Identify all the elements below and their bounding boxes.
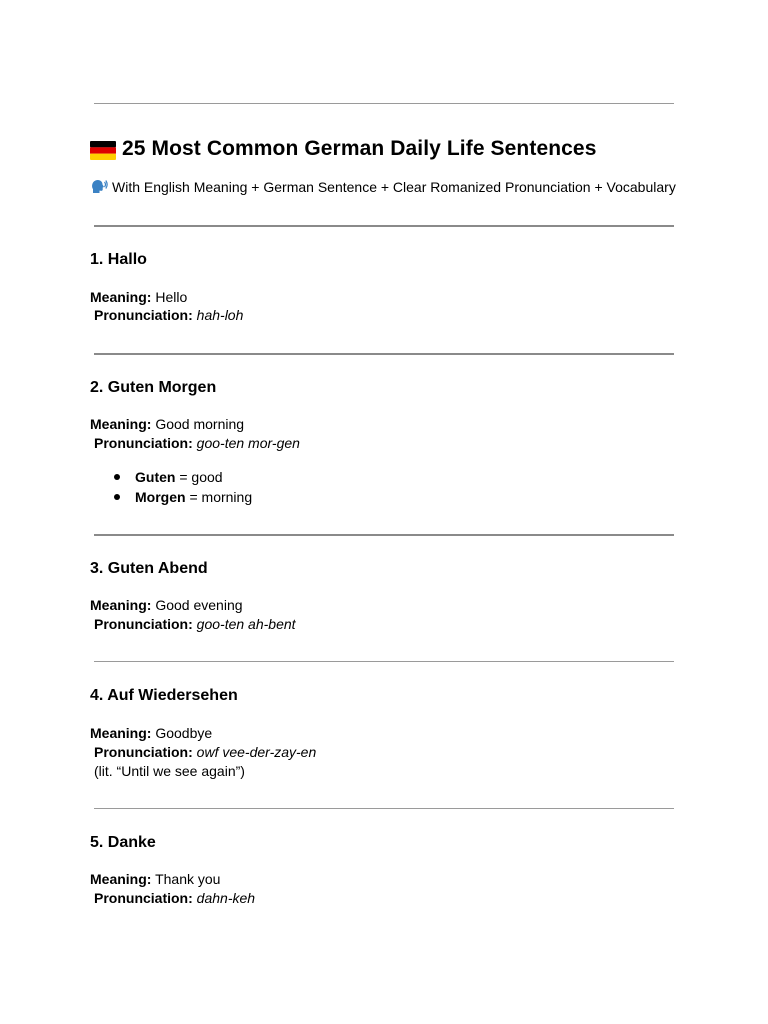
- meaning-label: Meaning:: [90, 871, 152, 887]
- meaning-label: Meaning:: [90, 416, 152, 432]
- pronunciation-label: Pronunciation:: [94, 890, 193, 906]
- page-title: 25 Most Common German Daily Life Sentences: [122, 137, 597, 160]
- literal-note: (lit. “Until we see again”): [94, 763, 245, 779]
- section-heading-5: 5. Danke: [90, 834, 156, 851]
- speaking-head-icon: [90, 178, 108, 196]
- bullet-icon: [114, 494, 120, 500]
- meaning-label: Meaning:: [90, 289, 152, 305]
- meaning-line: [90, 416, 244, 432]
- bullet-icon: [114, 474, 120, 480]
- pronunciation-line: [94, 890, 255, 906]
- vocab-word: Morgen: [135, 489, 186, 505]
- section-heading-3: 3. Guten Abend: [90, 560, 208, 577]
- subtitle-row: [90, 178, 676, 196]
- meaning-value: Good evening: [155, 597, 243, 613]
- vocab-equals: =: [185, 489, 202, 505]
- title-row: [90, 134, 597, 164]
- top-divider: [94, 103, 674, 104]
- section-divider: [94, 661, 674, 662]
- meaning-line: [90, 725, 212, 741]
- page-subtitle: With English Meaning + German Sentence + Clear Romanized Pronunciation + Vocabulary: [112, 179, 676, 195]
- meaning-label: Meaning:: [90, 597, 152, 613]
- section-divider: [94, 225, 674, 227]
- meaning-value: Hello: [155, 289, 188, 305]
- vocab-item: [114, 489, 252, 505]
- pronunciation-line: [94, 435, 300, 451]
- meaning-value: Thank you: [155, 871, 221, 887]
- section-divider: [94, 534, 674, 536]
- pronunciation-line: [94, 744, 316, 760]
- german-flag-icon: [90, 141, 116, 160]
- meaning-line: [90, 597, 243, 613]
- meaning-line: [90, 289, 187, 305]
- section-divider: [94, 808, 674, 809]
- pronunciation-label: Pronunciation:: [94, 435, 193, 451]
- section-divider: [94, 353, 674, 355]
- vocab-equals: =: [175, 469, 192, 485]
- pronunciation-line: [94, 616, 296, 632]
- pronunciation-value: goo-ten ah-bent: [196, 616, 296, 632]
- meaning-label: Meaning:: [90, 725, 152, 741]
- vocab-word: Guten: [135, 469, 176, 485]
- vocab-item: [114, 469, 223, 485]
- meaning-line: [90, 871, 220, 887]
- pronunciation-value: owf vee-der-zay-en: [196, 744, 317, 760]
- pronunciation-line: [94, 307, 243, 323]
- vocab-meaning: good: [191, 469, 223, 485]
- pronunciation-label: Pronunciation:: [94, 616, 193, 632]
- pronunciation-value: dahn-keh: [196, 890, 256, 906]
- section-heading-2: 2. Guten Morgen: [90, 379, 217, 396]
- pronunciation-label: Pronunciation:: [94, 307, 193, 323]
- meaning-value: Good morning: [155, 416, 245, 432]
- pronunciation-value: hah-loh: [196, 307, 244, 323]
- section-heading-4: 4. Auf Wiedersehen: [90, 687, 238, 704]
- section-heading-1: 1. Hallo: [90, 251, 147, 268]
- pronunciation-value: goo-ten mor-gen: [196, 435, 300, 451]
- vocab-meaning: morning: [201, 489, 253, 505]
- pronunciation-label: Pronunciation:: [94, 744, 193, 760]
- meaning-value: Goodbye: [155, 725, 213, 741]
